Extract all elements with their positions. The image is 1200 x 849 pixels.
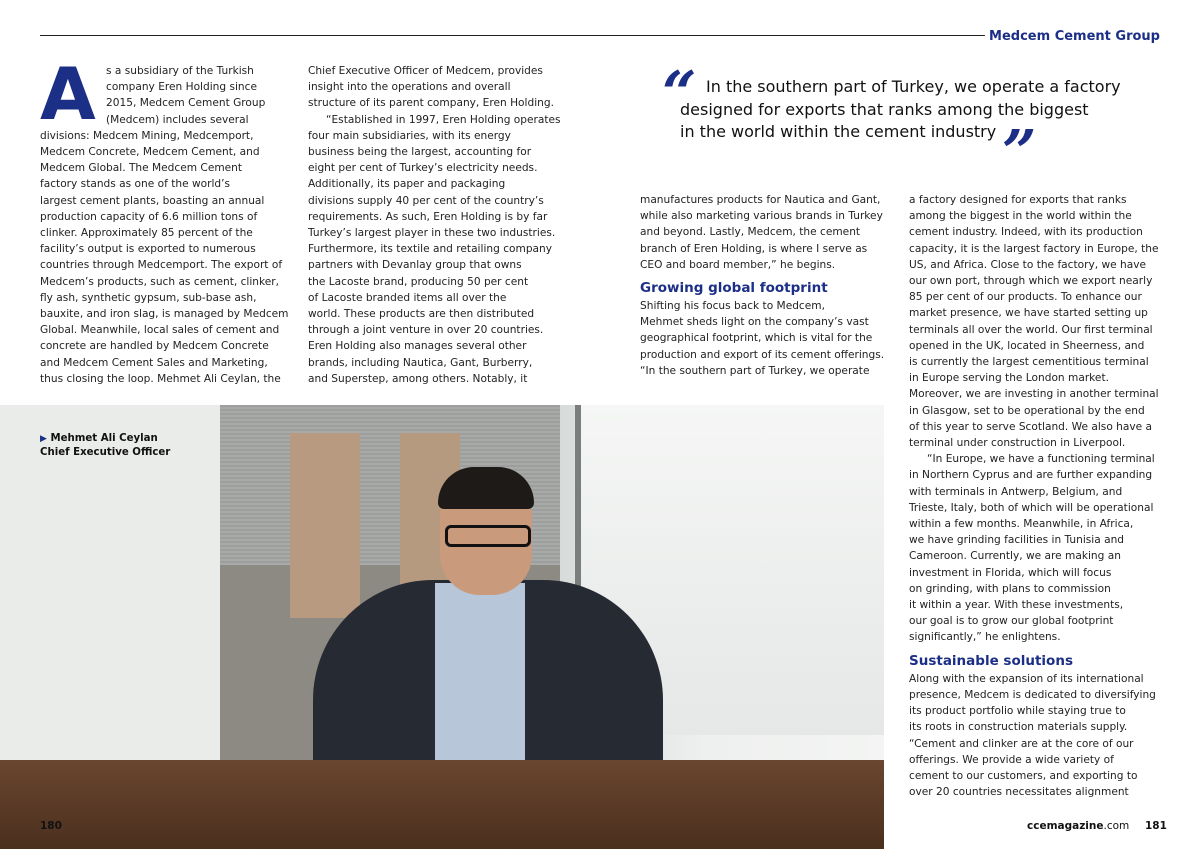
text-line: its roots in construction materials supply. (909, 721, 1128, 734)
quote-open-mark: “ (662, 59, 697, 129)
text-line: factory stands as one of the world’s (40, 178, 231, 191)
text-line: and Medcem Cement Sales and Marketing, (40, 356, 268, 369)
text-line: opened in the UK, located in Sheerness, and (909, 339, 1145, 352)
text-line: it within a year. With these investments, (909, 599, 1124, 612)
text-line: world. These products are then distributed (308, 308, 535, 321)
text-line: Turkey’s largest player in these two industries. (308, 227, 556, 240)
text-line: branch of Eren Holding, is where I serve as (640, 242, 868, 255)
text-line: we have grinding facilities in Tunisia and (909, 534, 1125, 547)
text-line: “Cement and clinker are at the core of our (909, 737, 1134, 750)
article-column-2 (308, 63, 561, 387)
text-line: over 20 countries necessitates alignment (909, 786, 1129, 799)
photo-person-glasses (445, 525, 531, 547)
text-line: largest cement plants, boasting an annual (40, 194, 265, 207)
text-line: concrete are handled by Medcem Concrete (40, 340, 269, 353)
brand-title: Medcem Cement Group (989, 29, 1160, 44)
page-number-left: 180 (40, 820, 62, 832)
text-line: market presence, we have started setting up (909, 307, 1148, 320)
text-line: Along with the expansion of its international (909, 672, 1144, 685)
text-line: 85 per cent of our products. To enhance our (909, 291, 1142, 304)
text-line: while also marketing various brands in Turkey (640, 210, 883, 223)
text-line: (Medcem) includes several (106, 113, 249, 126)
article-column-1 (40, 63, 288, 387)
header-rule (40, 35, 985, 36)
text-line: within a few months. Meanwhile, in Africa, (909, 518, 1134, 531)
page-number-right: 181 (1145, 820, 1167, 832)
quote-close-mark: ” (1002, 118, 1037, 188)
text-line: clinker. Approximately 85 percent of the (40, 227, 253, 240)
text-line: “In the southern part of Turkey, we operate (640, 364, 870, 377)
text-line: in Glasgow, set to be operational by the end (909, 404, 1145, 417)
text-line: Trieste, Italy, both of which will be operational (909, 501, 1154, 514)
text-line: geographical footprint, which is vital for the (640, 332, 873, 345)
text-line: investment in Florida, which will focus (909, 566, 1112, 579)
text-line: bauxite, and iron slag, is managed by Medcem (40, 308, 289, 321)
article-column-3 (640, 192, 884, 379)
text-line: requirements. As such, Eren Holding is by far (308, 210, 548, 223)
text-line: and Superstep, among others. Notably, it (308, 372, 528, 385)
text-line: four main subsidiaries, with its energy (308, 129, 511, 142)
footer-site (1027, 820, 1129, 832)
text-line: Eren Holding also manages several other (308, 340, 527, 353)
text-line: insight into the operations and overall (308, 81, 511, 94)
caption-title: Chief Executive Officer (40, 447, 171, 458)
caption-arrow-icon: ▶ (40, 434, 47, 444)
pull-quote (660, 59, 1160, 188)
text-line: offerings. We provide a wide variety of (909, 753, 1114, 766)
text-line: our goal is to grow our global footprint (909, 615, 1114, 628)
text-line: cement to our customers, and exporting to (909, 769, 1138, 782)
text-line: s a subsidiary of the Turkish (106, 65, 254, 77)
text-line: the Lacoste brand, producing 50 per cent (308, 275, 529, 288)
text-line: Medcem Concrete, Medcem Cement, and (40, 146, 260, 159)
text-line: US, and Africa. Close to the factory, we have (909, 258, 1147, 271)
text-line: partners with Devanlay group that owns (308, 259, 522, 272)
text-line: brands, including Nautica, Gant, Burberry, (308, 356, 533, 369)
drop-cap: A (40, 52, 96, 136)
text-line: divisions: Medcem Mining, Medcemport, (40, 129, 254, 142)
text-line: company Eren Holding since (106, 81, 257, 94)
text-line: its product portfolio while staying true to (909, 705, 1126, 718)
section-heading-sustainable: Sustainable solutions (909, 652, 1073, 669)
text-line: Chief Executive Officer of Medcem, provides (308, 65, 543, 77)
text-line: 2015, Medcem Cement Group (106, 97, 266, 110)
section-heading-growing: Growing global footprint (640, 280, 828, 297)
text-line: of Lacoste branded items all over the (308, 291, 507, 304)
text-line: thus closing the loop. Mehmet Ali Ceylan, the (40, 372, 281, 385)
text-line: production and export of its cement offerings. (640, 348, 885, 361)
footer-site-tld: .com (1103, 820, 1130, 832)
text-line: and beyond. Lastly, Medcem, the cement (640, 226, 861, 239)
pull-quote-line: designed for exports that ranks among the biggest (680, 99, 1089, 119)
text-line: production capacity of 6.6 million tons of (40, 210, 258, 223)
text-line: Moreover, we are investing in another terminal (909, 388, 1159, 401)
caption-name: Mehmet Ali Ceylan (50, 433, 158, 444)
text-line: Global. Meanwhile, local sales of cement and (40, 324, 280, 337)
photo-caption (40, 432, 170, 459)
text-line: cement industry. Indeed, with its production (909, 226, 1143, 239)
pull-quote-line: in the world within the cement industry (680, 122, 997, 141)
text-line: facility’s output is exported to numerous (40, 243, 256, 256)
text-line: in Northern Cyprus and are further expanding (909, 469, 1153, 482)
text-line: through a joint venture in over 20 countries. (308, 324, 544, 337)
text-line: terminals all over the world. Our first terminal (909, 323, 1153, 336)
text-line: Additionally, its paper and packaging (308, 178, 506, 191)
text-line: “Established in 1997, Eren Holding operates (326, 113, 561, 126)
photo-person-hair (438, 467, 534, 509)
text-line: CEO and board member,” he begins. (640, 258, 836, 271)
text-line: divisions supply 40 per cent of the country’s (308, 194, 544, 207)
text-line: Medcem Global. The Medcem Cement (40, 162, 243, 175)
text-line: on grinding, with plans to commission (909, 582, 1111, 595)
text-line: manufactures products for Nautica and Gant, (640, 194, 881, 206)
text-line: Shifting his focus back to Medcem, (640, 300, 825, 313)
text-line: a factory designed for exports that ranks (909, 194, 1127, 206)
article-column-4 (909, 192, 1159, 800)
text-line: eight per cent of Turkey’s electricity needs. (308, 162, 538, 175)
text-line: Cameroon. Currently, we are making an (909, 550, 1121, 563)
text-line: is currently the largest cementitious terminal (909, 356, 1149, 369)
text-line: Medcem’s products, such as cement, clinker, (40, 275, 280, 288)
text-line: significantly,” he enlightens. (909, 631, 1061, 644)
pull-quote-line: In the southern part of Turkey, we operate a factory (706, 77, 1121, 96)
text-line: fly ash, synthetic gypsum, sub-base ash, (40, 291, 257, 304)
text-line: of this year to serve Scotland. We also have a (909, 420, 1153, 433)
text-line: countries through Medcemport. The export of (40, 259, 283, 272)
ceo-photo (0, 405, 884, 849)
text-line: in Europe serving the London market. (909, 372, 1109, 385)
photo-person-shirt (435, 583, 525, 783)
text-line: Mehmet sheds light on the company’s vast (640, 316, 869, 329)
text-line: capacity, it is the largest factory in Europe, the (909, 242, 1159, 255)
text-line: Furthermore, its textile and retailing company (308, 243, 553, 256)
text-line: our own port, through which we export nearly (909, 275, 1153, 288)
photo-desk (0, 760, 884, 849)
text-line: business being the largest, accounting for (308, 146, 532, 159)
text-line: “In Europe, we have a functioning terminal (927, 453, 1155, 466)
text-line: structure of its parent company, Eren Holding. (308, 97, 554, 110)
text-line: with terminals in Antwerp, Belgium, and (909, 485, 1123, 498)
footer-site-name: ccemagazine (1027, 820, 1104, 832)
text-line: presence, Medcem is dedicated to diversifying (909, 688, 1156, 701)
text-line: among the biggest in the world within the (909, 210, 1132, 223)
text-line: terminal under construction in Liverpool. (909, 437, 1126, 450)
